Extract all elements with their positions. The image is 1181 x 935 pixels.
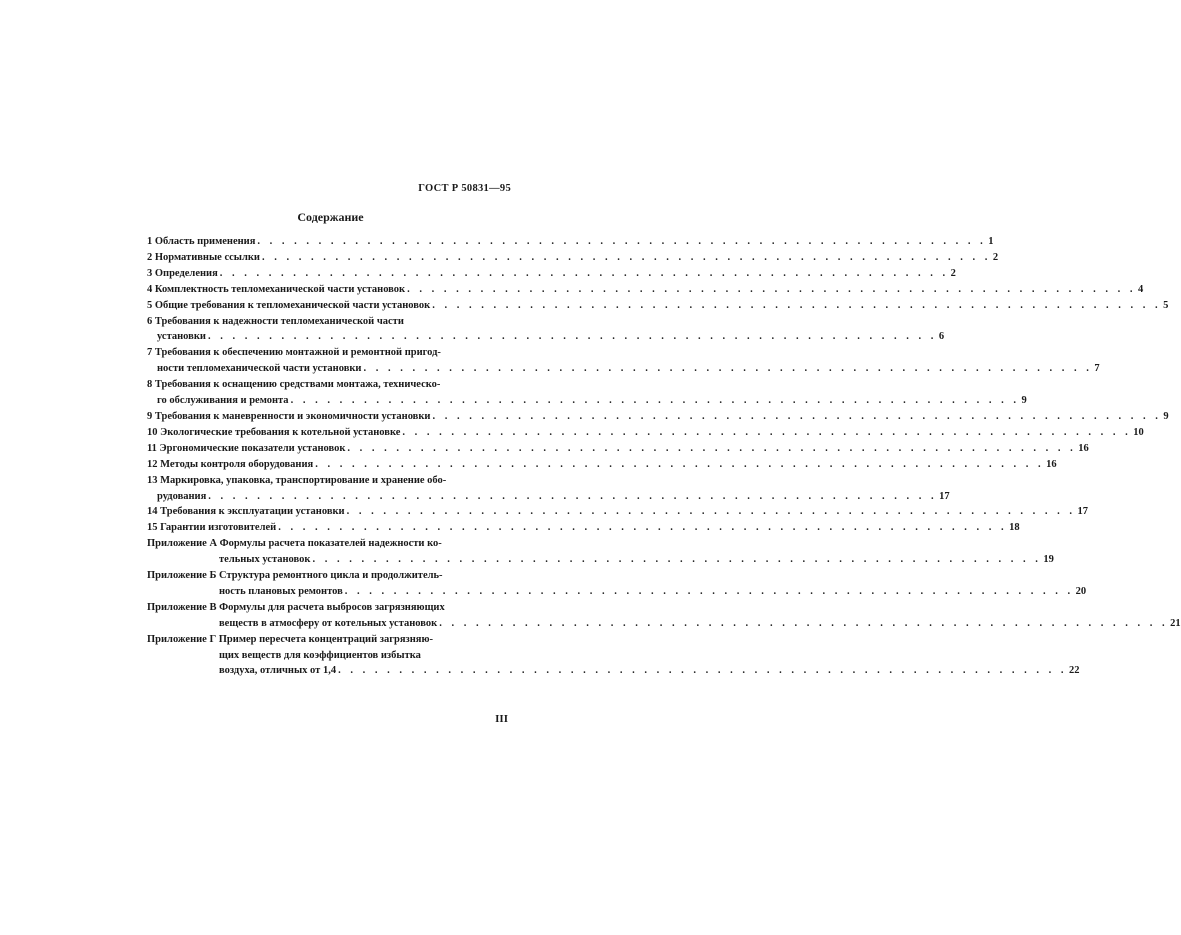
toc-page-number: 10	[1133, 426, 1144, 438]
toc-entry-text: 11 Эргономические показатели установок	[147, 442, 346, 454]
toc-entry[interactable]	[147, 425, 1144, 441]
toc-entry-text: ности тепломеханической части установки	[157, 363, 362, 375]
toc-entry-text: 1 Область применения	[147, 236, 256, 247]
toc-entry-text: 7 Требования к обеспечению монтажной и ремонтной пригод-	[147, 347, 441, 359]
toc-entry[interactable]	[147, 282, 1144, 298]
toc-entry-text: установки	[157, 331, 206, 343]
toc-page-number: 1	[988, 236, 994, 247]
toc-entry-text: веществ в атмосферу от котельных установок	[219, 617, 438, 629]
toc-leader-dots: . . . . . . . . . . . . . . . . . . . . . . . . . . . . . . . . . . . . . . . . . . . . . . . . . . . . . . . . . . . .	[432, 299, 1162, 311]
toc-entry[interactable]	[147, 377, 1027, 409]
toc-entry-text: 14 Требования к эксплуатации установки	[147, 506, 345, 518]
toc-leader-dots: . . . . . . . . . . . . . . . . . . . . . . . . . . . . . . . . . . . . . . . . . . . . . . . . . . . . . . . . . . . .	[261, 251, 991, 263]
toc-leader-dots: . . . . . . . . . . . . . . . . . . . . . . . . . . . . . . . . . . . . . . . . . . . . . . . . . . . . . . . . . . . .	[439, 617, 1169, 629]
toc-entry-text: Приложение В Формулы для расчета выбросов загрязняющих	[147, 601, 445, 613]
page-number: III	[495, 713, 508, 725]
toc-page-number: 16	[1046, 458, 1057, 470]
toc-leader-dots: . . . . . . . . . . . . . . . . . . . . . . . . . . . . . . . . . . . . . . . . . . . . . . . . . . . . . . . . . . . .	[432, 410, 1162, 422]
toc-entry[interactable]	[147, 568, 1087, 600]
toc-page-number: 7	[1094, 363, 1100, 375]
toc-entry-text: 6 Требования к надежности тепломеханической части	[147, 315, 404, 327]
toc-entry-text: 13 Маркировка, упаковка, транспортирование и хранение обо-	[147, 474, 447, 486]
toc-leader-dots: . . . . . . . . . . . . . . . . . . . . . . . . . . . . . . . . . . . . . . . . . . . . . . . . . . . . . . . . . . . .	[219, 267, 949, 279]
toc-entry-text: рудования	[157, 490, 207, 502]
toc-page-number: 16	[1078, 442, 1089, 454]
toc-entry[interactable]	[147, 234, 994, 250]
toc-page-number: 20	[1075, 585, 1087, 597]
toc-entry[interactable]	[147, 473, 950, 505]
toc-leader-dots: . . . . . . . . . . . . . . . . . . . . . . . . . . . . . . . . . . . . . . . . . . . . . . . . . . . . . . . . . . . .	[347, 442, 1077, 454]
toc-entry-text: 4 Комплектность тепломеханической части установок	[147, 283, 406, 295]
toc-entry[interactable]	[147, 250, 999, 266]
toc-entry[interactable]	[147, 345, 1100, 377]
toc-entry-text: 10 Экологические требования к котельной установке	[147, 426, 401, 438]
toc-leader-dots: . . . . . . . . . . . . . . . . . . . . . . . . . . . . . . . . . . . . . . . . . . . . . . . . . . . . . . . . . . . .	[363, 363, 1093, 375]
toc-entry-text: Приложение Г Пример пересчета концентраций загрязняю-	[147, 633, 433, 645]
toc-entry-text: ность плановых ремонтов	[219, 585, 343, 597]
toc-entry[interactable]	[147, 457, 1057, 473]
toc-entry-text: 2 Нормативные ссылки	[147, 251, 260, 263]
toc-leader-dots: . . . . . . . . . . . . . . . . . . . . . . . . . . . . . . . . . . . . . . . . . . . . . . . . . . . . . . . . . . . .	[338, 665, 1067, 677]
toc-entry-text: 8 Требования к оснащению средствами монтажа, техническо-	[147, 379, 441, 391]
toc-entry-text: 5 Общие требования к тепломеханической части установок	[147, 299, 431, 311]
table-of-contents	[147, 234, 1181, 679]
toc-entry-text: 3 Определения	[147, 267, 218, 279]
toc-entry-text: го обслуживания и ремонта	[157, 395, 289, 407]
toc-entry-text: щих веществ для коэффициентов избытка	[219, 649, 421, 661]
toc-entry-text: 9 Требования к маневренности и экономичности установки	[147, 410, 431, 422]
toc-page-number: 17	[939, 490, 950, 502]
toc-page-number: 4	[1137, 283, 1144, 295]
toc-leader-dots: . . . . . . . . . . . . . . . . . . . . . . . . . . . . . . . . . . . . . . . . . . . . . . . . . . . . . . . . . . . .	[344, 585, 1074, 597]
toc-leader-dots: . . . . . . . . . . . . . . . . . . . . . . . . . . . . . . . . . . . . . . . . . . . . . . . . . . . . . . . . . . . .	[407, 283, 1136, 295]
toc-leader-dots: . . . . . . . . . . . . . . . . . . . . . . . . . . . . . . . . . . . . . . . . . . . . . . . . . . . . . . . . . . . .	[257, 236, 987, 247]
toc-leader-dots: . . . . . . . . . . . . . . . . . . . . . . . . . . . . . . . . . . . . . . . . . . . . . . . . . . . . . . . . . . . .	[208, 490, 938, 502]
toc-leader-dots: . . . . . . . . . . . . . . . . . . . . . . . . . . . . . . . . . . . . . . . . . . . . . . . . . . . . . . . . . . . .	[402, 426, 1132, 438]
toc-leader-dots: . . . . . . . . . . . . . . . . . . . . . . . . . . . . . . . . . . . . . . . . . . . . . . . . . . . . . . . . . . . .	[315, 458, 1045, 470]
toc-page-number: 9	[1021, 395, 1027, 407]
toc-page-number: 17	[1077, 506, 1088, 518]
toc-entry-text: 12 Методы контроля оборудования	[147, 458, 314, 470]
toc-entry-text: 15 Гарантии изготовителей	[147, 522, 277, 534]
toc-entry-text: Приложение Б Структура ремонтного цикла и продолжитель-	[147, 570, 443, 582]
toc-entry[interactable]	[147, 600, 1181, 632]
toc-page-number: 9	[1163, 410, 1169, 422]
toc-entry[interactable]	[147, 298, 1169, 314]
toc-page-number: 2	[950, 267, 956, 279]
toc-leader-dots: . . . . . . . . . . . . . . . . . . . . . . . . . . . . . . . . . . . . . . . . . . . . . . . . . . . . . . . . . . . .	[207, 331, 937, 343]
toc-leader-dots: . . . . . . . . . . . . . . . . . . . . . . . . . . . . . . . . . . . . . . . . . . . . . . . . . . . . . . . . . . . .	[290, 395, 1020, 407]
toc-page-number: 2	[992, 251, 999, 263]
toc-entry[interactable]	[147, 504, 1088, 520]
toc-entry-text: воздуха, отличных от 1,4	[219, 665, 337, 677]
toc-page-number: 5	[1163, 299, 1169, 311]
toc-entry[interactable]	[147, 520, 1020, 536]
toc-entry[interactable]	[147, 266, 956, 282]
toc-entry-text: Приложение А Формулы расчета показателей надежности ко-	[147, 538, 442, 550]
toc-entry[interactable]	[147, 314, 945, 346]
toc-page-number: 19	[1043, 554, 1054, 566]
toc-title: Содержание	[297, 210, 364, 224]
toc-entry[interactable]	[147, 536, 1054, 568]
toc-entry[interactable]	[147, 632, 1080, 680]
toc-entry-text: тельных установок	[219, 554, 311, 566]
document-code: ГОСТ Р 50831—95	[418, 183, 511, 194]
toc-entry[interactable]	[147, 409, 1169, 425]
toc-page-number: 22	[1068, 665, 1080, 677]
toc-entry[interactable]	[147, 441, 1089, 457]
toc-leader-dots: . . . . . . . . . . . . . . . . . . . . . . . . . . . . . . . . . . . . . . . . . . . . . . . . . . . . . . . . . . . .	[346, 506, 1076, 518]
toc-page-number: 6	[938, 331, 945, 343]
toc-page-number: 18	[1009, 522, 1020, 534]
toc-leader-dots: . . . . . . . . . . . . . . . . . . . . . . . . . . . . . . . . . . . . . . . . . . . . . . . . . . . . . . . . . . . .	[312, 554, 1042, 566]
toc-page-number: 21	[1170, 617, 1181, 629]
toc-leader-dots: . . . . . . . . . . . . . . . . . . . . . . . . . . . . . . . . . . . . . . . . . . . . . . . . . . . . . . . . . . . .	[278, 522, 1008, 534]
